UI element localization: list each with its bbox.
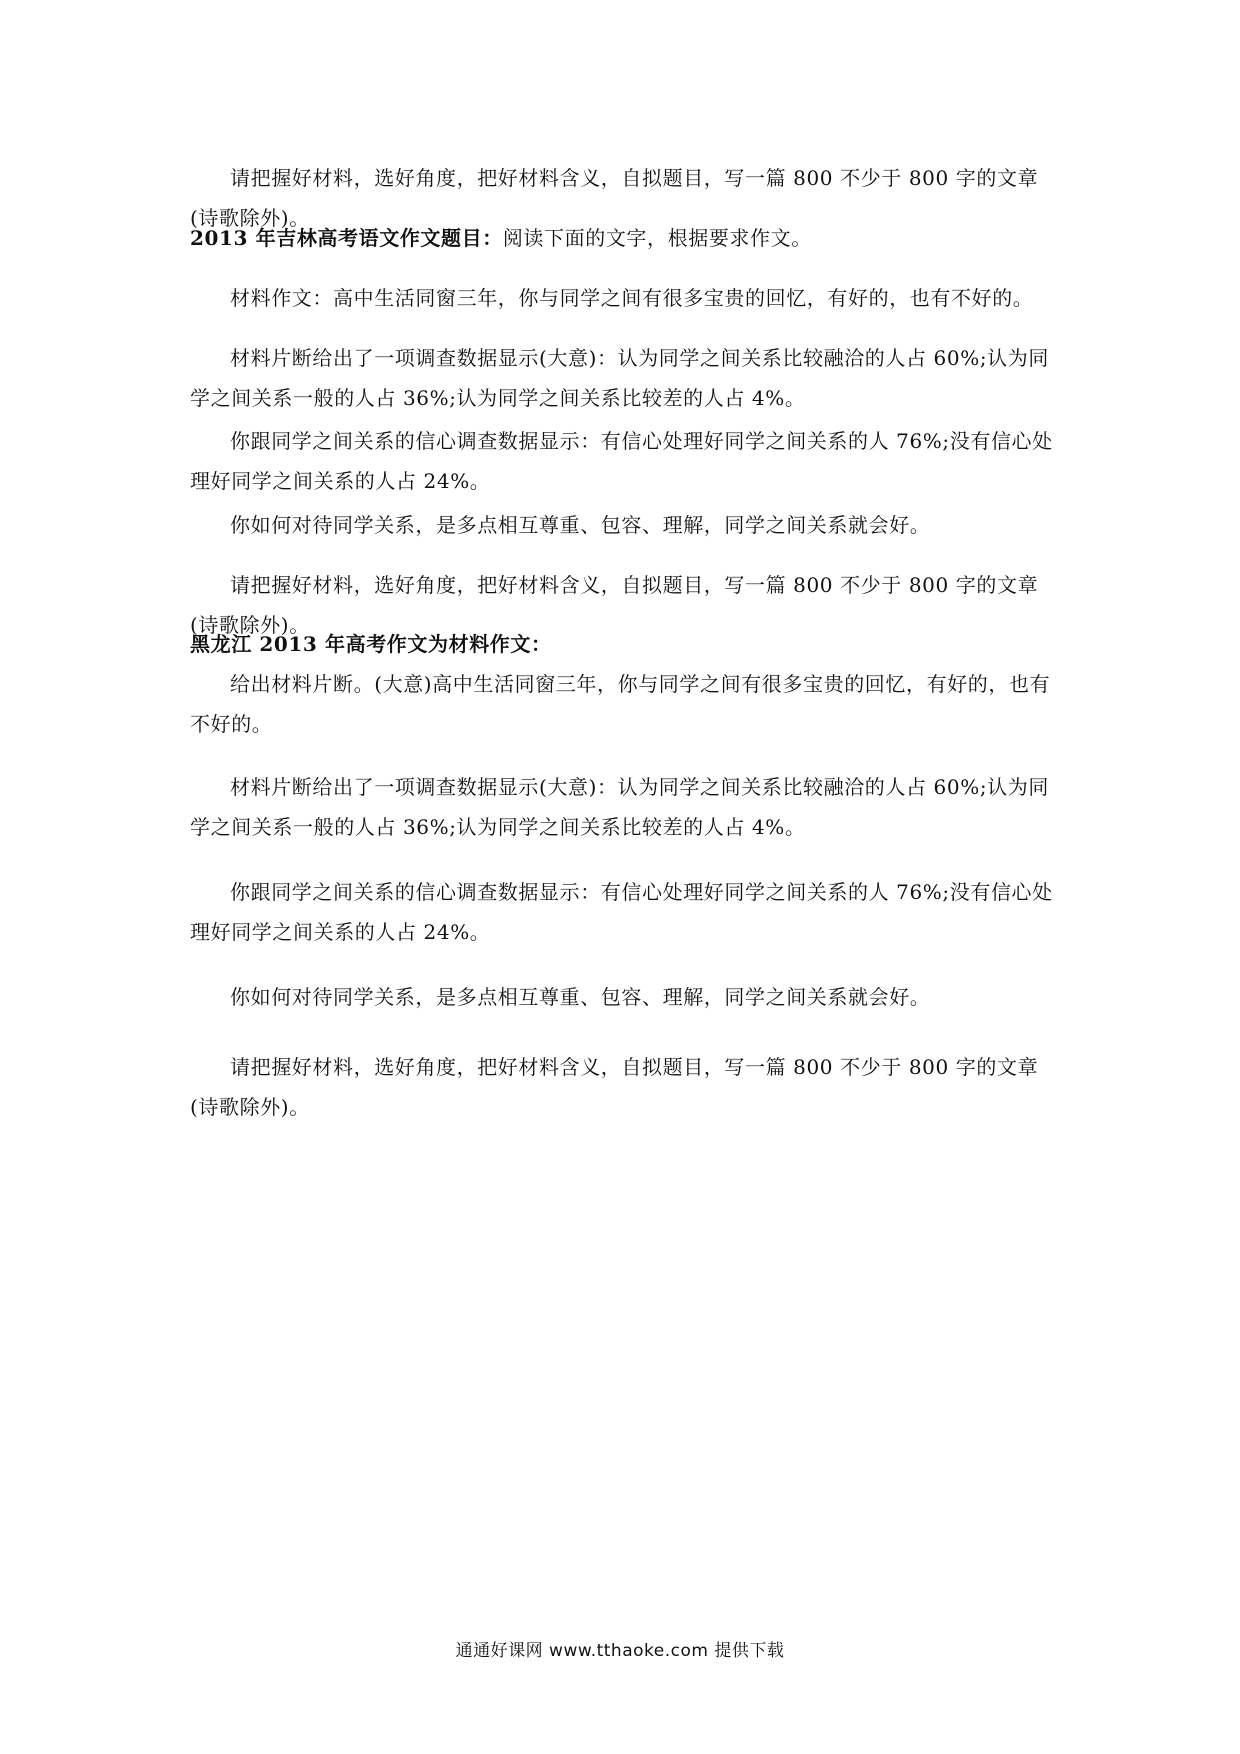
paragraph-confidence-1: 你跟同学之间关系的信心调查数据显示：有信心处理好同学之间关系的人 76%;没有信心处理好同学之间关系的人占 24%。 bbox=[190, 429, 1053, 493]
paragraph-attitude-1: 你如何对待同学关系，是多点相互尊重、包容、理解，同学之间关系就会好。 bbox=[230, 513, 931, 537]
paragraph-material-2: 给出材料片断。(大意)高中生活同窗三年，你与同学之间有很多宝贵的回忆，有好的，也有不好的。 bbox=[190, 672, 1051, 736]
paragraph-survey-1: 材料片断给出了一项调查数据显示(大意)：认为同学之间关系比较融洽的人占 60%;认为同学之间关系一般的人占 36%;认为同学之间关系比较差的人占 4%。 bbox=[190, 346, 1049, 410]
heading-heilongjiang bbox=[190, 624, 1065, 664]
paragraph-confidence-2: 你跟同学之间关系的信心调查数据显示：有信心处理好同学之间关系的人 76%;没有信心处理好同学之间关系的人占 24%。 bbox=[190, 880, 1053, 944]
paragraph-survey-2: 材料片断给出了一项调查数据显示(大意)：认为同学之间关系比较融洽的人占 60%;认为同学之间关系一般的人占 36%;认为同学之间关系比较差的人占 4%。 bbox=[190, 775, 1049, 839]
heading-heilongjiang-title: 黑龙江 2013 年高考作文为材料作文： bbox=[190, 632, 552, 656]
heading-jilin-text: 阅读下面的文字，根据要求作文。 bbox=[502, 226, 812, 250]
heading-jilin-title: 2013 年吉林高考语文作文题目： bbox=[190, 226, 503, 250]
paragraph-attitude-2: 你如何对待同学关系，是多点相互尊重、包容、理解，同学之间关系就会好。 bbox=[230, 985, 931, 1009]
paragraph-instructions-3: 请把握好材料，选好角度，把好材料含义，自拟题目，写一篇 800 不少于 800 字的文章(诗歌除外)。 bbox=[190, 1055, 1039, 1119]
paragraph-instructions-2: 请把握好材料，选好角度，把好材料含义，自拟题目，写一篇 800 不少于 800 字的文章(诗歌除外)。 bbox=[190, 573, 1039, 637]
page-footer: 通通好课网 www.tthaoke.com 提供下载 bbox=[455, 1641, 785, 1661]
heading-jilin bbox=[190, 218, 1065, 258]
paragraph-instructions-1: 请把握好材料，选好角度，把好材料含义，自拟题目，写一篇 800 不少于 800 字的文章(诗歌除外)。 bbox=[190, 166, 1039, 230]
paragraph-material-1: 材料作文：高中生活同窗三年，你与同学之间有很多宝贵的回忆，有好的，也有不好的。 bbox=[230, 286, 1034, 310]
